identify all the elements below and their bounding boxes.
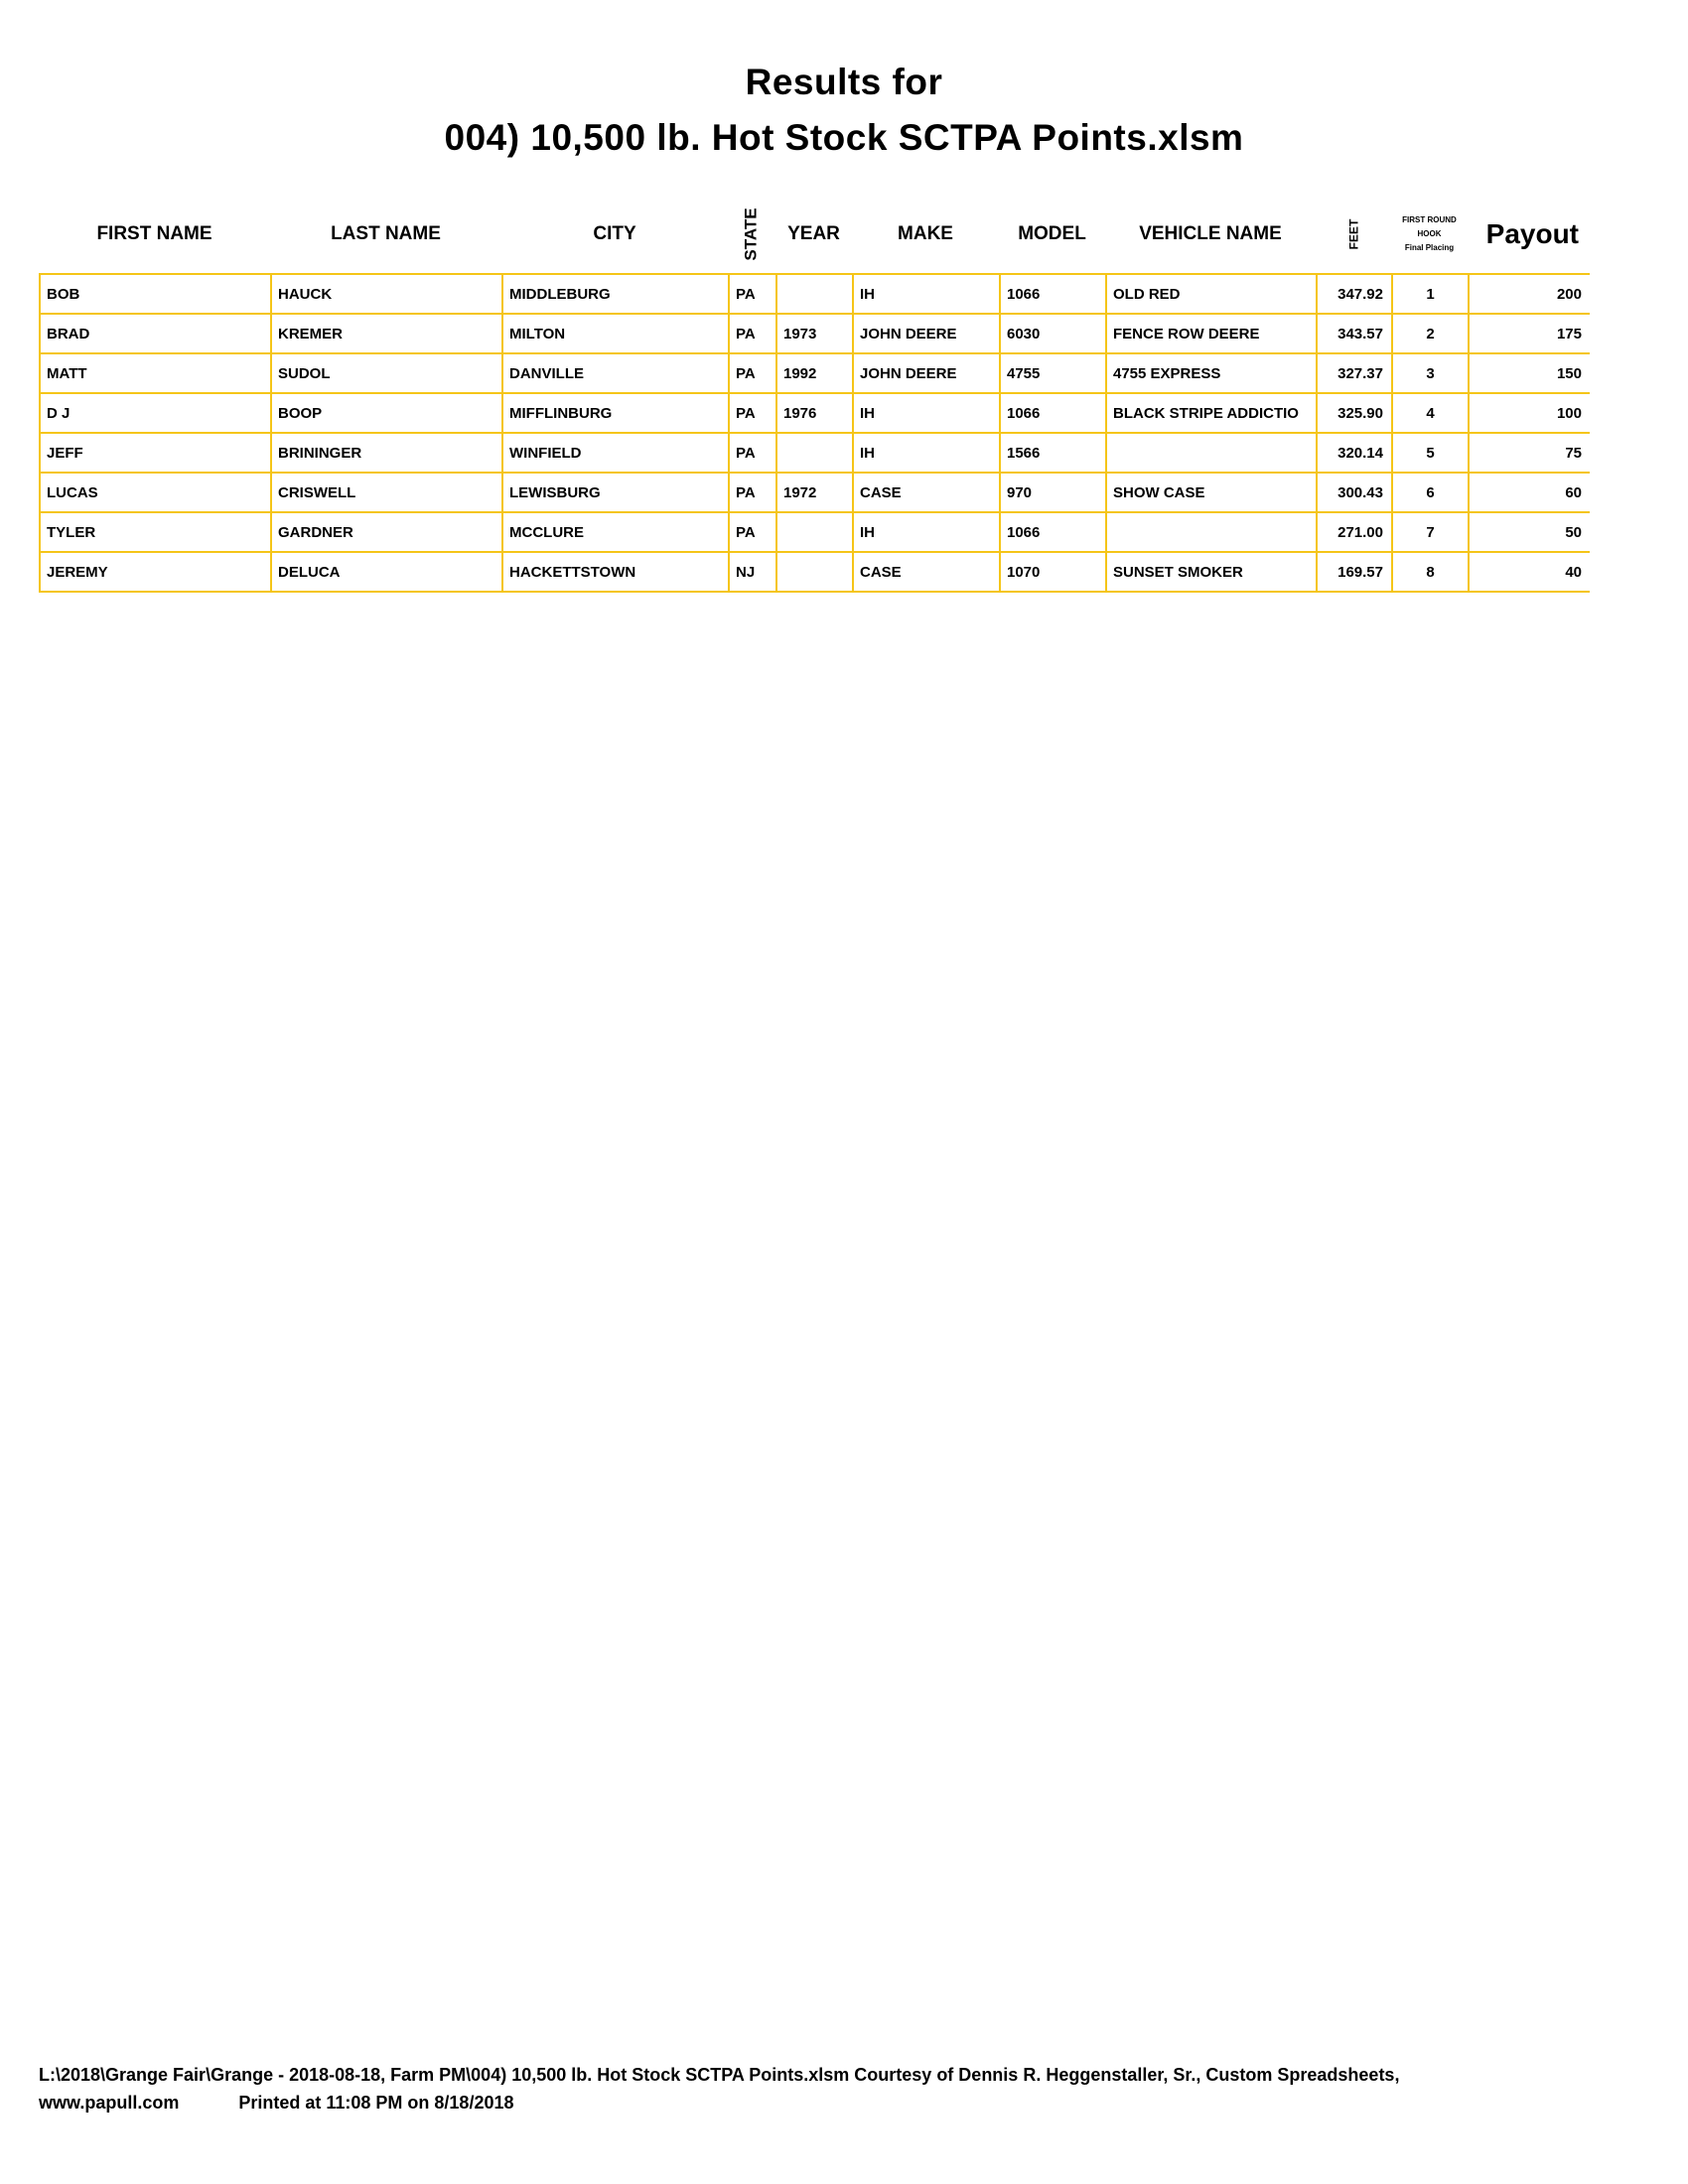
header-state [728, 199, 775, 270]
cell-feet: 271.00 [1317, 512, 1392, 552]
cell-place: 3 [1392, 353, 1469, 393]
cell-feet: 320.14 [1317, 433, 1392, 473]
cell-place: 5 [1392, 433, 1469, 473]
results-table [39, 273, 1590, 593]
cell-last-name: BOOP [271, 393, 502, 433]
cell-payout: 100 [1469, 393, 1590, 433]
cell-first-name: LUCAS [40, 473, 271, 512]
cell-first-name: JEREMY [40, 552, 271, 592]
cell-place: 4 [1392, 393, 1469, 433]
cell-model: 1070 [1000, 552, 1106, 592]
cell-first-name: BOB [40, 274, 271, 314]
cell-make: IH [853, 393, 1000, 433]
cell-feet: 343.57 [1317, 314, 1392, 353]
header-last-name: LAST NAME [331, 223, 441, 244]
cell-year: 1972 [776, 473, 853, 512]
cell-model: 1066 [1000, 393, 1106, 433]
cell-city: LEWISBURG [502, 473, 729, 512]
cell-state: PA [729, 473, 776, 512]
cell-year: 1976 [776, 393, 853, 433]
header-feet [1316, 199, 1391, 270]
cell-state: PA [729, 314, 776, 353]
report-title-line2: 004) 10,500 lb. Hot Stock SCTPA Points.xlsm [444, 117, 1244, 158]
table-row [40, 433, 1590, 473]
cell-last-name: DELUCA [271, 552, 502, 592]
cell-city: MCCLURE [502, 512, 729, 552]
cell-feet: 347.92 [1317, 274, 1392, 314]
cell-feet: 325.90 [1317, 393, 1392, 433]
cell-place: 6 [1392, 473, 1469, 512]
cell-feet: 327.37 [1317, 353, 1392, 393]
cell-payout: 50 [1469, 512, 1590, 552]
cell-state: PA [729, 433, 776, 473]
cell-year [776, 274, 853, 314]
table-row [40, 552, 1590, 592]
cell-state: PA [729, 353, 776, 393]
cell-vehicle-name: SUNSET SMOKER [1106, 552, 1317, 592]
cell-payout: 40 [1469, 552, 1590, 592]
cell-feet: 169.57 [1317, 552, 1392, 592]
cell-make: IH [853, 512, 1000, 552]
cell-vehicle-name: SHOW CASE [1106, 473, 1317, 512]
header-hook-line3: Final Placing [1404, 243, 1455, 252]
cell-place: 8 [1392, 552, 1469, 592]
cell-last-name: BRININGER [271, 433, 502, 473]
cell-payout: 60 [1469, 473, 1590, 512]
table-row [40, 473, 1590, 512]
header-vehicle-name: VEHICLE NAME [1139, 223, 1282, 244]
cell-city: WINFIELD [502, 433, 729, 473]
table-row [40, 393, 1590, 433]
cell-vehicle-name: BLACK STRIPE ADDICTIO [1106, 393, 1317, 433]
header-city: CITY [593, 223, 636, 244]
cell-year [776, 433, 853, 473]
header-payout: Payout [1485, 218, 1579, 249]
cell-year [776, 552, 853, 592]
footer-website: www.papull.com [39, 2093, 180, 2113]
cell-model: 1066 [1000, 512, 1106, 552]
cell-city: HACKETTSTOWN [502, 552, 729, 592]
cell-vehicle-name: OLD RED [1106, 274, 1317, 314]
cell-payout: 150 [1469, 353, 1590, 393]
header-year: YEAR [787, 223, 840, 244]
header-state-label: STATE [742, 207, 762, 261]
cell-model: 6030 [1000, 314, 1106, 353]
cell-first-name: MATT [40, 353, 271, 393]
cell-first-name: TYLER [40, 512, 271, 552]
cell-state: PA [729, 274, 776, 314]
cell-model: 1066 [1000, 274, 1106, 314]
cell-state: NJ [729, 552, 776, 592]
cell-city: MILTON [502, 314, 729, 353]
cell-last-name: HAUCK [271, 274, 502, 314]
header-make: MAKE [898, 223, 953, 244]
cell-last-name: SUDOL [271, 353, 502, 393]
cell-payout: 200 [1469, 274, 1590, 314]
report-title-line1: Results for [745, 62, 943, 102]
cell-place: 1 [1392, 274, 1469, 314]
cell-feet: 300.43 [1317, 473, 1392, 512]
cell-last-name: GARDNER [271, 512, 502, 552]
cell-year: 1992 [776, 353, 853, 393]
cell-city: MIFFLINBURG [502, 393, 729, 433]
cell-make: JOHN DEERE [853, 314, 1000, 353]
cell-make: JOHN DEERE [853, 353, 1000, 393]
cell-first-name: BRAD [40, 314, 271, 353]
cell-payout: 75 [1469, 433, 1590, 473]
cell-city: MIDDLEBURG [502, 274, 729, 314]
footer-line2 [39, 2093, 514, 2114]
table-row [40, 512, 1590, 552]
cell-model: 1566 [1000, 433, 1106, 473]
cell-payout: 175 [1469, 314, 1590, 353]
footer-path: L:\2018\Grange Fair\Grange - 2018-08-18, Farm PM\004) 10,500 lb. Hot Stock SCTPA Points.xlsm Courtesy of Dennis R. Heggenstaller, Sr., Custom Spreadsheets, [39, 2065, 1400, 2085]
footer-printed: Printed at 11:08 PM on 8/18/2018 [238, 2093, 514, 2113]
cell-make: CASE [853, 552, 1000, 592]
cell-make: IH [853, 274, 1000, 314]
cell-last-name: KREMER [271, 314, 502, 353]
cell-make: IH [853, 433, 1000, 473]
cell-model: 4755 [1000, 353, 1106, 393]
header-hook-line1: FIRST ROUND [1402, 215, 1457, 224]
results-body [40, 274, 1590, 592]
cell-last-name: CRISWELL [271, 473, 502, 512]
cell-first-name: D J [40, 393, 271, 433]
header-hook-placing [1391, 199, 1468, 270]
cell-vehicle-name: 4755 EXPRESS [1106, 353, 1317, 393]
cell-vehicle-name [1106, 512, 1317, 552]
header-first-name: FIRST NAME [96, 223, 212, 244]
cell-city: DANVILLE [502, 353, 729, 393]
cell-year: 1973 [776, 314, 853, 353]
table-row [40, 314, 1590, 353]
table-row [40, 274, 1590, 314]
cell-vehicle-name: FENCE ROW DEERE [1106, 314, 1317, 353]
header-feet-label: FEET [1345, 218, 1360, 250]
table-row [40, 353, 1590, 393]
cell-place: 7 [1392, 512, 1469, 552]
header-model: MODEL [1018, 223, 1086, 244]
header-hook-line2: HOOK [1417, 229, 1442, 238]
cell-make: CASE [853, 473, 1000, 512]
cell-state: PA [729, 393, 776, 433]
cell-year [776, 512, 853, 552]
cell-state: PA [729, 512, 776, 552]
cell-place: 2 [1392, 314, 1469, 353]
cell-first-name: JEFF [40, 433, 271, 473]
cell-vehicle-name [1106, 433, 1317, 473]
cell-model: 970 [1000, 473, 1106, 512]
